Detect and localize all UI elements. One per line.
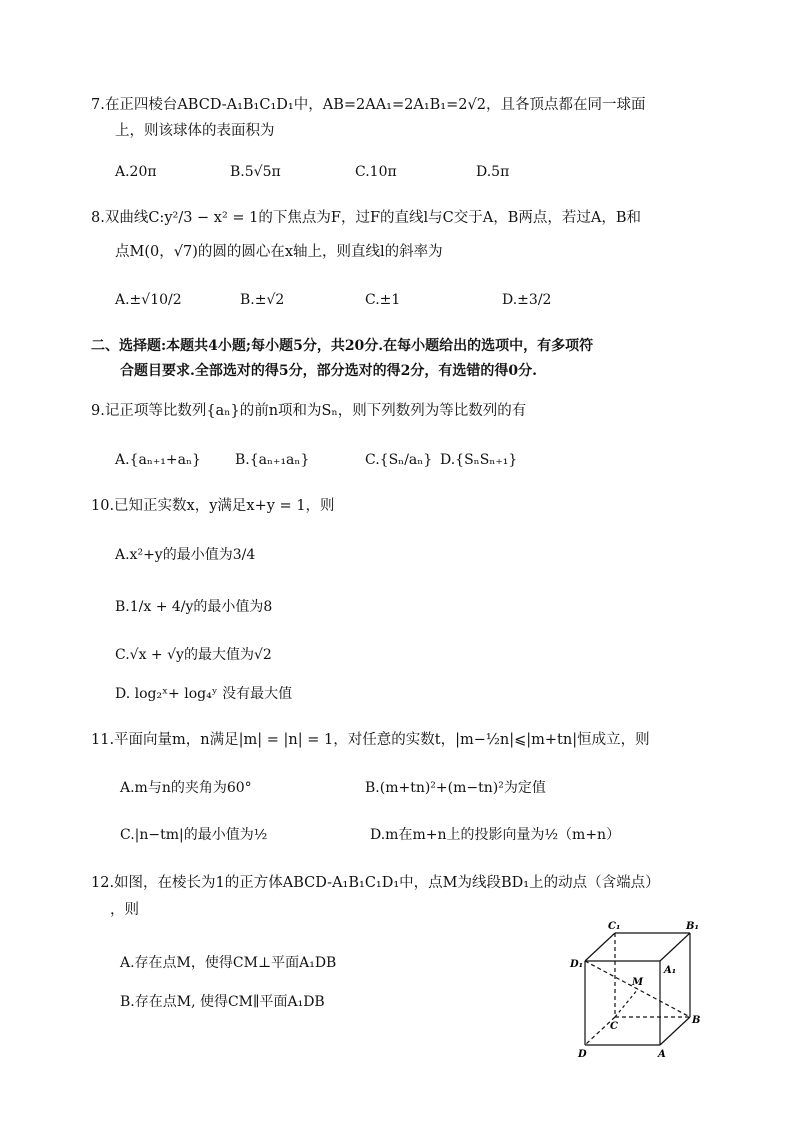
q11-option-d: D.m在m+n上的投影向量为½（m+n） [370, 827, 621, 843]
section-2-header-line1: 二、选择题:本题共4小题;每小题5分，共20分.在每小题给出的选项中，有多项符 [91, 338, 594, 354]
q11-option-a: A.m与n的夹角为60° [120, 780, 252, 796]
q7-line1: 7.在正四棱台ABCD-A₁B₁C₁D₁中，AB=2AA₁=2A₁B₁=2√2，且各顶点都在同一球面 [91, 97, 646, 113]
label-m: M [632, 977, 644, 988]
cube-figure [560, 915, 720, 1065]
q8-option-c: C.±1 [365, 292, 401, 308]
q7-option-c: C.10π [355, 164, 397, 180]
label-a1: A₁ [664, 965, 677, 976]
label-d1: D₁ [570, 959, 584, 970]
q8-line2: 点M(0，√7)的圆的圆心在x轴上，则直线l的斜率为 [115, 244, 443, 260]
q8-option-b: B.±√2 [240, 292, 285, 308]
q7-option-b: B.5√5π [230, 164, 281, 180]
q12-line2: ，则 [110, 902, 139, 918]
q10-option-a: A.x²+y的最小值为3/4 [115, 547, 256, 563]
q9-option-b: B.{aₙ₊₁aₙ} [235, 452, 310, 468]
q10-option-b: B.1/x + 4/y的最小值为8 [115, 599, 273, 615]
q7-option-a: A.20π [115, 164, 157, 180]
label-c: C [610, 1021, 618, 1032]
q9-option-d: D.{SₙSₙ₊₁} [440, 452, 518, 468]
q7-line2: 上，则该球体的表面积为 [115, 123, 275, 139]
q9-option-a: A.{aₙ₊₁+aₙ} [115, 452, 201, 468]
q9-line1: 9.记正项等比数列{aₙ}的前n项和为Sₙ，则下列数列为等比数列的有 [91, 403, 527, 419]
q11-option-b: B.(m+tn)²+(m−tn)²为定值 [365, 780, 546, 796]
label-d: D [578, 1049, 587, 1060]
q10-option-d: D. log₂ˣ+ log₄ʸ 没有最大值 [115, 686, 293, 702]
label-c1: C₁ [608, 921, 621, 932]
q10-line1: 10.已知正实数x，y满足x+y = 1，则 [91, 498, 335, 514]
label-a: A [658, 1049, 666, 1060]
q12-option-a: A.存在点M，使得CM⊥平面A₁DB [120, 955, 337, 971]
q8-line1: 8.双曲线C:y²/3 − x² = 1的下焦点为F，过F的直线l与C交于A，B两点，若过A，B和 [91, 210, 641, 226]
q9-option-c: C.{Sₙ/aₙ} [365, 452, 433, 468]
q12-line1: 12.如图，在棱长为1的正方体ABCD-A₁B₁C₁D₁中，点M为线段BD₁上的动点（含端点） [91, 875, 660, 891]
q10-option-c: C.√x + √y的最大值为√2 [115, 647, 272, 663]
section-2-header-line2: 合题目要求.全部选对的得5分，部分选对的得2分，有选错的得0分. [120, 363, 537, 379]
q8-option-d: D.±3/2 [502, 292, 552, 308]
label-b1: B₁ [686, 921, 699, 932]
label-b: B [692, 1015, 701, 1026]
q11-line1: 11.平面向量m，n满足|m| = |n| = 1，对任意的实数t，|m−½n|⩽|m+tn|恒成立，则 [91, 732, 650, 748]
q7-option-d: D.5π [476, 164, 510, 180]
q12-option-b: B.存在点M, 使得CM∥平面A₁DB [120, 994, 325, 1010]
q8-option-a: A.±√10/2 [115, 292, 182, 308]
q11-option-c: C.|n−tm|的最小值为½ [120, 827, 268, 843]
